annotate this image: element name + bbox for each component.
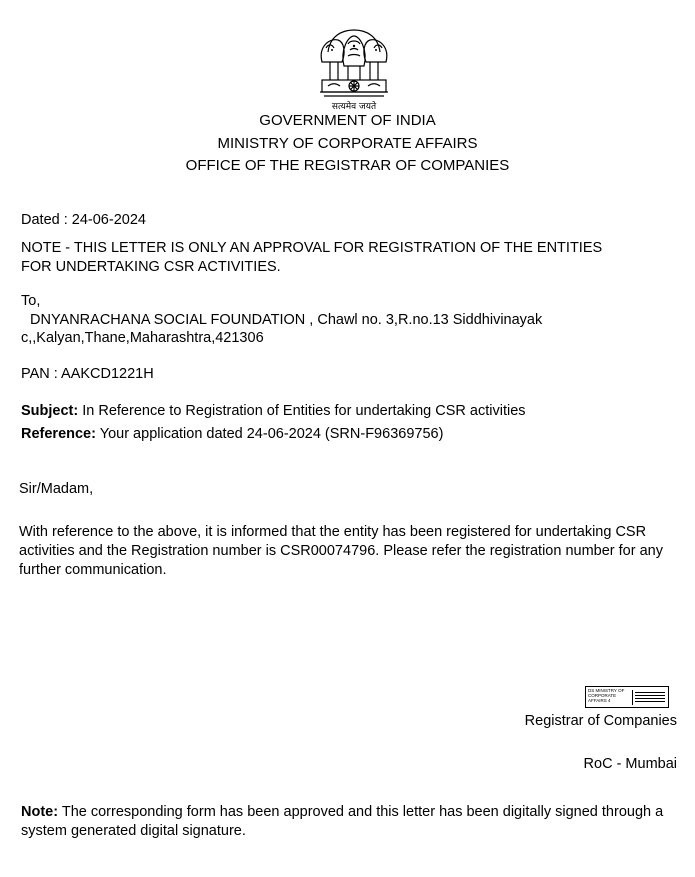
emblem-motto: सत्यमेव जयते <box>331 102 377 112</box>
footer-note-text: The corresponding form has been approved and this letter has been digitally signed through a system generated digital signature. <box>21 804 664 839</box>
reference-text: Your application dated 24-06-2024 (SRN-F96369756) <box>99 426 444 442</box>
reference-label: Reference: <box>21 426 96 442</box>
to-label: To, <box>21 293 41 309</box>
subject-text: In Reference to Registration of Entities for undertaking CSR activities <box>82 403 526 419</box>
header-ministry: MINISTRY OF CORPORATE AFFAIRS <box>217 135 478 152</box>
pan-line: PAN : AAKCD1221H <box>21 366 154 382</box>
salutation: Sir/Madam, <box>19 481 94 497</box>
signature-stamp-text: DS MINISTRY OF CORPORATE AFFAIRS 4 <box>588 688 625 703</box>
footer-note <box>21 803 671 841</box>
signatory-title: Registrar of Companies <box>524 713 677 729</box>
digital-signature-stamp <box>585 686 669 708</box>
dated-line: Dated : 24-06-2024 <box>21 212 146 228</box>
subject-label: Subject: <box>21 403 79 419</box>
address-line-1: DNYANRACHANA SOCIAL FOUNDATION , Chawl no. 3,R.no.13 Siddhivinayak <box>30 312 543 328</box>
header-government: GOVERNMENT OF INDIA <box>259 112 436 129</box>
national-emblem-icon <box>308 22 400 110</box>
address-line-2: c,,Kalyan,Thane,Maharashtra,421306 <box>21 330 264 346</box>
subject-line <box>21 402 526 420</box>
header-office: OFFICE OF THE REGISTRAR OF COMPANIES <box>185 157 510 174</box>
signatory-office: RoC - Mumbai <box>583 756 677 772</box>
footer-note-label: Note: <box>21 804 59 820</box>
letter-body: With reference to the above, it is informed that the entity has been registered for undertaking CSR activities and the Registration number is CSR00074796. Please refer the registration number for any further communication. <box>19 524 663 578</box>
signature-lines-icon <box>632 690 667 705</box>
approval-note: NOTE - THIS LETTER IS ONLY AN APPROVAL FOR REGISTRATION OF THE ENTITIES FOR UNDERTAKING CSR ACTIVITIES. <box>21 240 603 275</box>
reference-line <box>21 425 443 443</box>
